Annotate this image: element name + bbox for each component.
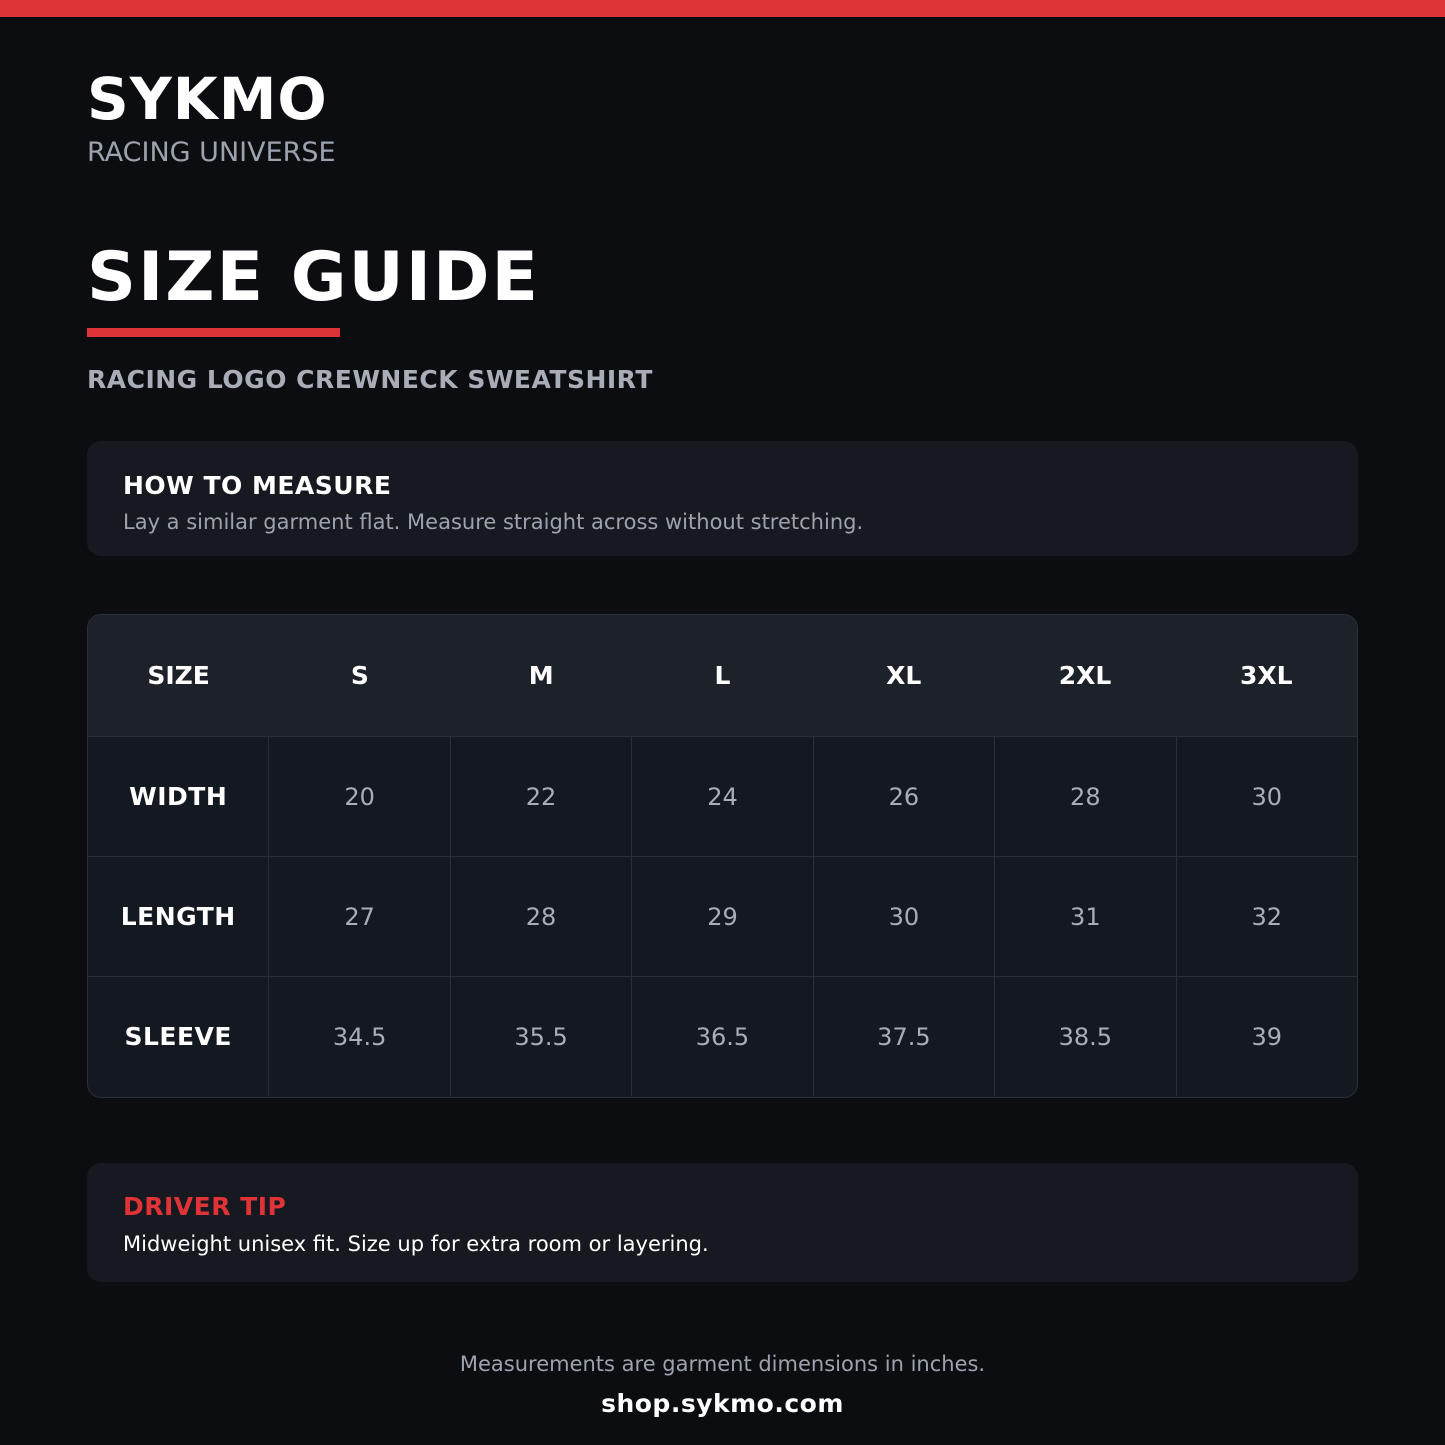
- table-row-width: [88, 736, 1357, 856]
- header-cell-2xl: 2XL: [1058, 661, 1112, 690]
- row-label-length: LENGTH: [120, 902, 236, 931]
- how-to-measure-card: [87, 441, 1358, 556]
- brand-block: [87, 66, 336, 170]
- driver-tip-heading: DRIVER TIP: [123, 1192, 287, 1221]
- table-cell: 26: [813, 737, 994, 856]
- footer-url-link[interactable]: shop.sykmo.com: [601, 1389, 844, 1418]
- table-row-length: [88, 856, 1357, 976]
- header-cell-3xl: 3XL: [1240, 661, 1293, 690]
- header-cell-xl: XL: [886, 661, 922, 690]
- how-to-measure-heading: HOW TO MEASURE: [123, 471, 392, 500]
- table-cell: 24: [631, 737, 812, 856]
- table-cell: 29: [631, 857, 812, 976]
- table-cell: 30: [1176, 737, 1357, 856]
- table-header-row: [88, 615, 1357, 736]
- table-cell: 34.5: [268, 977, 449, 1096]
- header-cell-m: M: [528, 661, 554, 690]
- header-cell-size: SIZE: [147, 661, 210, 690]
- table-cell: 36.5: [631, 977, 812, 1096]
- table-cell: 32: [1176, 857, 1357, 976]
- row-label-width: WIDTH: [129, 782, 228, 811]
- row-label-sleeve: SLEEVE: [124, 1022, 232, 1051]
- table-row-sleeve: [88, 976, 1357, 1096]
- table-cell: 39: [1176, 977, 1357, 1096]
- table-cell: 31: [994, 857, 1175, 976]
- table-cell: 28: [994, 737, 1175, 856]
- driver-tip-card: [87, 1163, 1358, 1282]
- page-title: SIZE GUIDE: [87, 238, 540, 317]
- brand-subtitle: RACING UNIVERSE: [87, 137, 336, 168]
- table-cell: 27: [268, 857, 449, 976]
- table-cell: 22: [450, 737, 631, 856]
- header-cell-l: L: [714, 661, 731, 690]
- table-cell: 37.5: [813, 977, 994, 1096]
- brand-name: SYKMO: [87, 65, 328, 133]
- table-cell: 38.5: [994, 977, 1175, 1096]
- table-cell: 35.5: [450, 977, 631, 1096]
- table-cell: 30: [813, 857, 994, 976]
- table-cell: 28: [450, 857, 631, 976]
- table-cell: 20: [268, 737, 449, 856]
- header-cell-s: S: [350, 661, 369, 690]
- top-accent-bar: [0, 0, 1445, 17]
- title-underline: [87, 328, 340, 337]
- driver-tip-text: Midweight unisex fit. Size up for extra room or layering.: [123, 1232, 709, 1256]
- size-table: [87, 614, 1358, 1098]
- how-to-measure-text: Lay a similar garment flat. Measure straight across without stretching.: [123, 510, 864, 534]
- footer-note: Measurements are garment dimensions in inches.: [459, 1352, 986, 1376]
- product-name: RACING LOGO CREWNECK SWEATSHIRT: [87, 365, 653, 394]
